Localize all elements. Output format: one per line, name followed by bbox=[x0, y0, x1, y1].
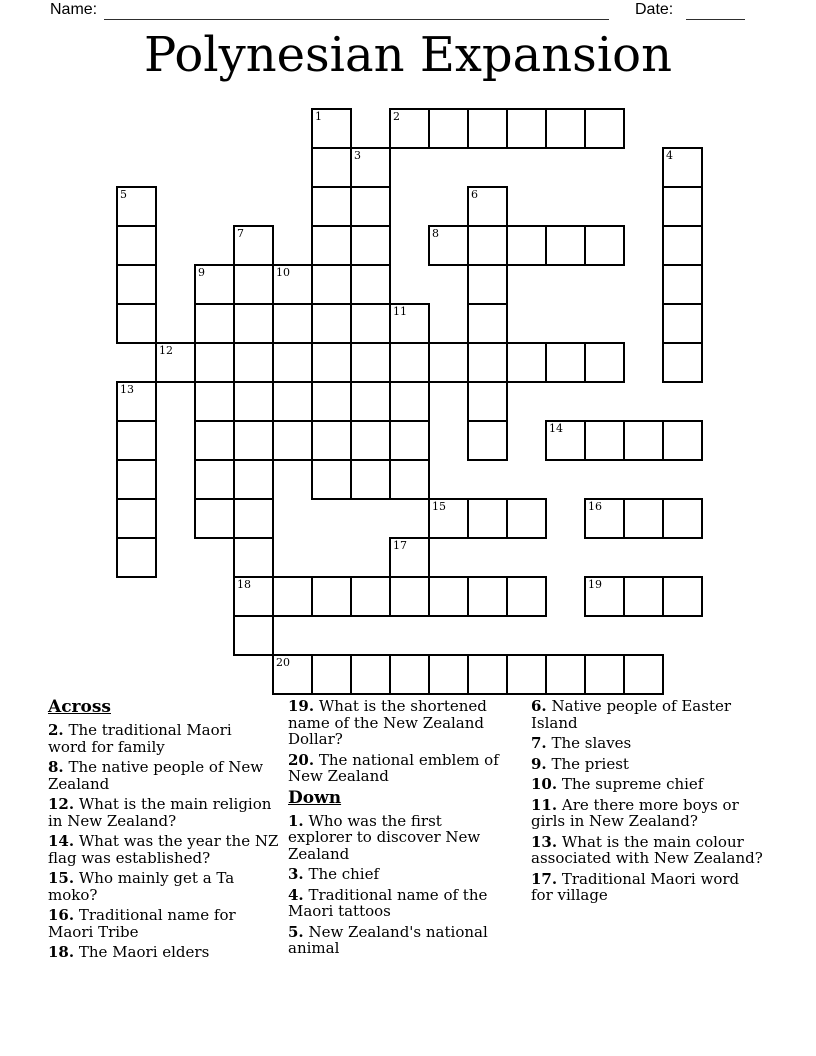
clue-7: 7. The slaves bbox=[531, 734, 632, 752]
clue-number: 15. bbox=[48, 869, 75, 887]
grid-cell[interactable] bbox=[233, 615, 274, 656]
clue-number: 11. bbox=[531, 795, 558, 814]
grid-cell[interactable] bbox=[506, 108, 547, 149]
grid-cell[interactable] bbox=[389, 576, 430, 617]
grid-cell[interactable] bbox=[545, 342, 586, 383]
grid-cell[interactable] bbox=[662, 225, 703, 266]
date-blank-line bbox=[686, 0, 745, 20]
down-header: Down bbox=[288, 787, 342, 808]
clue-13: 13. What is the main colour associated with New Zealand? bbox=[531, 832, 763, 867]
cell-number: 15 bbox=[432, 500, 446, 513]
clue-number: 6. bbox=[531, 697, 547, 715]
grid-cell[interactable] bbox=[116, 537, 157, 578]
clue-number: 8. bbox=[48, 758, 64, 776]
clue-number: 17. bbox=[531, 869, 558, 888]
clue-4: 4. Traditional name of the Maori tattoos bbox=[288, 885, 488, 920]
clue-column-1 bbox=[48, 698, 278, 965]
grid-cell[interactable] bbox=[272, 420, 313, 461]
grid-cell[interactable] bbox=[467, 420, 508, 461]
grid-cell[interactable] bbox=[389, 303, 430, 344]
clue-column-3 bbox=[531, 698, 763, 908]
grid-cell[interactable] bbox=[662, 186, 703, 227]
cell-number: 1 bbox=[315, 110, 322, 123]
clue-11: 11. Are there more boys or girls in New Zealand? bbox=[531, 795, 739, 830]
grid-cell[interactable] bbox=[350, 342, 391, 383]
grid-cell[interactable] bbox=[428, 108, 469, 149]
grid-cell[interactable] bbox=[311, 303, 352, 344]
clue-number: 19. bbox=[288, 697, 315, 715]
grid-cell[interactable] bbox=[311, 459, 352, 500]
grid-cell[interactable] bbox=[233, 498, 274, 539]
grid-cell[interactable] bbox=[272, 264, 313, 305]
grid-cell[interactable] bbox=[350, 186, 391, 227]
grid-cell[interactable] bbox=[467, 498, 508, 539]
clue-number: 9. bbox=[531, 754, 547, 773]
grid-cell[interactable] bbox=[545, 420, 586, 461]
cell-number: 20 bbox=[276, 656, 290, 669]
grid-cell[interactable] bbox=[467, 108, 508, 149]
grid-cell[interactable] bbox=[350, 654, 391, 695]
grid-cell[interactable] bbox=[662, 264, 703, 305]
grid-cell[interactable] bbox=[233, 459, 274, 500]
page-title: Polynesian Expansion bbox=[144, 27, 672, 83]
cell-number: 7 bbox=[237, 227, 244, 240]
clue-number: 12. bbox=[48, 795, 75, 813]
grid-cell[interactable] bbox=[311, 108, 352, 149]
grid-cell[interactable] bbox=[584, 420, 625, 461]
clue-10: 10. The supreme chief bbox=[531, 775, 704, 793]
grid-cell[interactable] bbox=[311, 264, 352, 305]
grid-cell[interactable] bbox=[389, 654, 430, 695]
grid-cell[interactable] bbox=[584, 576, 625, 617]
grid-cell[interactable] bbox=[194, 342, 235, 383]
cell-number: 8 bbox=[432, 227, 439, 240]
cell-number: 9 bbox=[198, 266, 205, 279]
grid-cell[interactable] bbox=[506, 498, 547, 539]
grid-cell[interactable] bbox=[506, 654, 547, 695]
grid-cell[interactable] bbox=[584, 498, 625, 539]
grid-cell[interactable] bbox=[467, 264, 508, 305]
clue-number: 18. bbox=[48, 943, 75, 961]
grid-cell[interactable] bbox=[350, 420, 391, 461]
grid-cell[interactable] bbox=[311, 186, 352, 227]
grid-cell[interactable] bbox=[428, 654, 469, 695]
grid-cell[interactable] bbox=[311, 381, 352, 422]
grid-cell[interactable] bbox=[506, 225, 547, 266]
across-header: Across bbox=[48, 697, 111, 717]
grid-cell[interactable] bbox=[311, 342, 352, 383]
grid-cell[interactable] bbox=[506, 342, 547, 383]
grid-cell[interactable] bbox=[116, 420, 157, 461]
grid-cell[interactable] bbox=[311, 225, 352, 266]
clue-2: 2. The traditional Maori word for family bbox=[48, 721, 232, 756]
grid-cell[interactable] bbox=[545, 654, 586, 695]
clue-17: 17. Traditional Maori word for village bbox=[531, 869, 740, 904]
grid-cell[interactable] bbox=[662, 576, 703, 617]
clue-5: 5. New Zealand's national animal bbox=[288, 922, 488, 957]
grid-cell[interactable] bbox=[584, 342, 625, 383]
clue-18: 18. The Maori elders bbox=[48, 943, 210, 961]
grid-cell[interactable] bbox=[155, 342, 196, 383]
clue-number: 7. bbox=[531, 734, 547, 752]
clue-19: 19. What is the shortened name of the New Zealand Dollar? bbox=[288, 697, 487, 748]
cell-number: 3 bbox=[354, 149, 361, 162]
name-label: Name: bbox=[50, 1, 98, 18]
grid-cell[interactable] bbox=[350, 303, 391, 344]
clue-number: 2. bbox=[48, 721, 64, 739]
clue-9: 9. The priest bbox=[531, 754, 629, 773]
date-label: Date: bbox=[635, 1, 674, 18]
grid-cell[interactable] bbox=[233, 537, 274, 578]
grid-cell[interactable] bbox=[428, 498, 469, 539]
clue-12: 12. What is the main religion in New Zealand? bbox=[48, 795, 272, 830]
grid-cell[interactable] bbox=[311, 576, 352, 617]
grid-cell[interactable] bbox=[389, 108, 430, 149]
grid-cell[interactable] bbox=[662, 342, 703, 383]
grid-cell[interactable] bbox=[233, 420, 274, 461]
grid-cell[interactable] bbox=[623, 654, 664, 695]
cell-number: 14 bbox=[549, 422, 563, 435]
grid-cell[interactable] bbox=[350, 576, 391, 617]
clue-8: 8. The native people of New Zealand bbox=[48, 758, 264, 793]
grid-cell[interactable] bbox=[623, 420, 664, 461]
grid-cell[interactable] bbox=[623, 576, 664, 617]
grid-cell[interactable] bbox=[233, 225, 274, 266]
cell-number: 12 bbox=[159, 344, 173, 357]
grid-cell[interactable] bbox=[194, 264, 235, 305]
grid-cell[interactable] bbox=[389, 381, 430, 422]
grid-cell[interactable] bbox=[116, 498, 157, 539]
grid-cell[interactable] bbox=[389, 459, 430, 500]
cell-number: 4 bbox=[666, 149, 673, 162]
clue-14: 14. What was the year the NZ flag was established? bbox=[48, 832, 279, 867]
grid-cell[interactable] bbox=[467, 342, 508, 383]
grid-cell[interactable] bbox=[545, 108, 586, 149]
grid-cell[interactable] bbox=[311, 654, 352, 695]
grid-cell[interactable] bbox=[467, 225, 508, 266]
grid-cell[interactable] bbox=[272, 303, 313, 344]
grid-cell[interactable] bbox=[272, 381, 313, 422]
clue-number: 16. bbox=[48, 906, 75, 924]
clue-column-2 bbox=[288, 698, 499, 961]
grid-cell[interactable] bbox=[428, 576, 469, 617]
clue-20: 20. The national emblem of New Zealand bbox=[288, 750, 499, 785]
cell-number: 19 bbox=[588, 578, 602, 591]
grid-cell[interactable] bbox=[584, 108, 625, 149]
grid-cell[interactable] bbox=[194, 381, 235, 422]
grid-cell[interactable] bbox=[233, 264, 274, 305]
grid-cell[interactable] bbox=[116, 186, 157, 227]
clue-6: 6. Native people of Easter Island bbox=[531, 697, 732, 732]
clue-number: 13. bbox=[531, 832, 558, 851]
grid-cell[interactable] bbox=[311, 147, 352, 188]
grid-cell[interactable] bbox=[311, 420, 352, 461]
grid-cell[interactable] bbox=[467, 576, 508, 617]
grid-cell[interactable] bbox=[662, 303, 703, 344]
clue-number: 4. bbox=[288, 885, 304, 904]
clue-15: 15. Who mainly get a Ta moko? bbox=[48, 869, 235, 904]
grid-cell[interactable] bbox=[623, 498, 664, 539]
grid-cell[interactable] bbox=[584, 654, 625, 695]
grid-cell[interactable] bbox=[116, 303, 157, 344]
clue-number: 5. bbox=[288, 922, 304, 941]
grid-cell[interactable] bbox=[272, 654, 313, 695]
grid-cell[interactable] bbox=[467, 381, 508, 422]
grid-cell[interactable] bbox=[467, 303, 508, 344]
grid-cell[interactable] bbox=[194, 420, 235, 461]
clue-3: 3. The chief bbox=[288, 865, 380, 883]
grid-cell[interactable] bbox=[350, 147, 391, 188]
clue-number: 10. bbox=[531, 775, 558, 793]
grid-cell[interactable] bbox=[350, 225, 391, 266]
grid-cell[interactable] bbox=[272, 576, 313, 617]
grid-cell[interactable] bbox=[545, 225, 586, 266]
grid-cell[interactable] bbox=[428, 342, 469, 383]
crossword-grid bbox=[117, 109, 705, 697]
cell-number: 18 bbox=[237, 578, 251, 591]
grid-cell[interactable] bbox=[389, 537, 430, 578]
grid-cell[interactable] bbox=[662, 498, 703, 539]
grid-cell[interactable] bbox=[233, 381, 274, 422]
grid-cell[interactable] bbox=[350, 264, 391, 305]
name-blank-line bbox=[104, 0, 609, 20]
grid-cell[interactable] bbox=[116, 381, 157, 422]
grid-cell[interactable] bbox=[428, 225, 469, 266]
grid-cell[interactable] bbox=[467, 186, 508, 227]
clue-number: 1. bbox=[288, 811, 304, 830]
grid-cell[interactable] bbox=[272, 342, 313, 383]
cell-number: 16 bbox=[588, 500, 602, 513]
grid-cell[interactable] bbox=[233, 342, 274, 383]
cell-number: 2 bbox=[393, 110, 400, 123]
grid-cell[interactable] bbox=[389, 420, 430, 461]
clue-number: 14. bbox=[48, 832, 75, 850]
grid-cell[interactable] bbox=[194, 498, 235, 539]
grid-cell[interactable] bbox=[194, 459, 235, 500]
cell-number: 10 bbox=[276, 266, 290, 279]
grid-cell[interactable] bbox=[467, 654, 508, 695]
grid-cell[interactable] bbox=[233, 303, 274, 344]
grid-cell[interactable] bbox=[506, 576, 547, 617]
grid-cell[interactable] bbox=[350, 459, 391, 500]
grid-cell[interactable] bbox=[116, 459, 157, 500]
grid-cell[interactable] bbox=[350, 381, 391, 422]
cell-number: 13 bbox=[120, 383, 134, 396]
grid-cell[interactable] bbox=[662, 147, 703, 188]
clue-number: 3. bbox=[288, 865, 304, 883]
grid-cell[interactable] bbox=[194, 303, 235, 344]
cell-number: 6 bbox=[471, 188, 478, 201]
grid-cell[interactable] bbox=[584, 225, 625, 266]
grid-cell[interactable] bbox=[116, 264, 157, 305]
clue-number: 20. bbox=[288, 750, 315, 769]
clue-1: 1. Who was the first explorer to discover New Zealand bbox=[288, 811, 481, 863]
grid-cell[interactable] bbox=[116, 225, 157, 266]
cell-number: 5 bbox=[120, 188, 127, 201]
clue-16: 16. Traditional name for Maori Tribe bbox=[48, 906, 236, 941]
cell-number: 11 bbox=[393, 305, 407, 318]
grid-cell[interactable] bbox=[233, 576, 274, 617]
grid-cell[interactable] bbox=[389, 342, 430, 383]
grid-cell[interactable] bbox=[662, 420, 703, 461]
cell-number: 17 bbox=[393, 539, 407, 552]
